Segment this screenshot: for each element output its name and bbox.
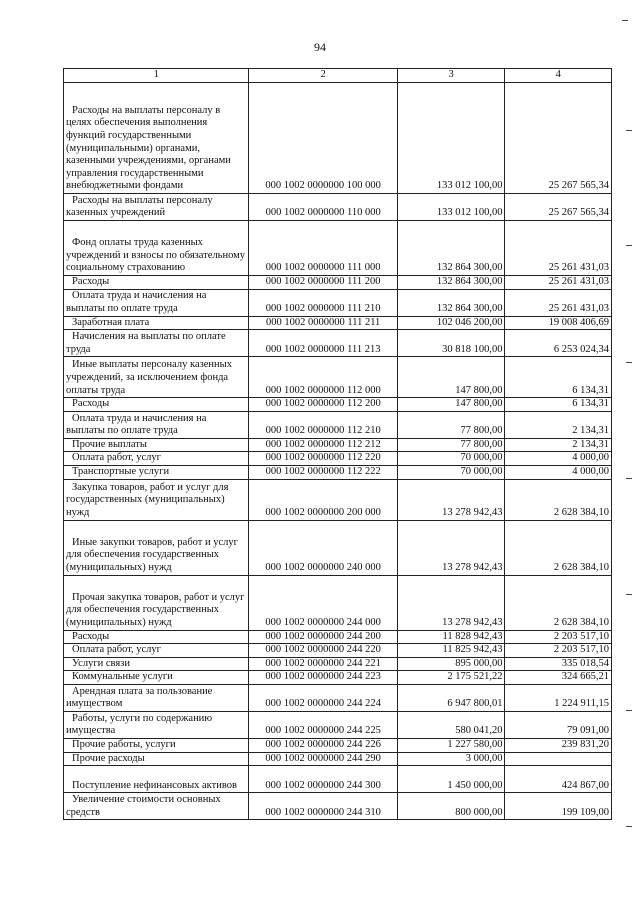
- table-row: [64, 411, 612, 438]
- table-row: [64, 738, 612, 752]
- row-name-cell: Арендная плата за пользование имуществом: [64, 684, 249, 711]
- row-code-cell: 000 1002 0000000 111 213: [249, 330, 398, 357]
- column-header: 3: [397, 69, 505, 83]
- row-code-cell: 000 1002 0000000 240 000: [249, 520, 398, 575]
- row-code-cell: 000 1002 0000000 244 223: [249, 671, 398, 685]
- margin-mark: [622, 20, 628, 21]
- page-number: 94: [314, 40, 326, 54]
- row-plan-cell: 13 278 942,43: [397, 575, 505, 630]
- row-exec-cell: 2 134,31: [505, 411, 612, 438]
- row-code-cell: 000 1002 0000000 244 225: [249, 711, 398, 738]
- row-exec-cell: 6 134,31: [505, 398, 612, 412]
- row-name-cell: Расходы на выплаты персоналу в целях обеспечения выполнения функций государственными (муниципальными) органами, казенными учреждениями, органами управления государственными внебюджетными фондами: [64, 83, 249, 194]
- table-row: [64, 330, 612, 357]
- table-body: [64, 83, 612, 820]
- row-exec-cell: [505, 752, 612, 766]
- row-exec-cell: 4 000,00: [505, 465, 612, 479]
- row-name-cell: Транспортные услуги: [64, 465, 249, 479]
- table-row: [64, 684, 612, 711]
- row-exec-cell: 324 665,21: [505, 671, 612, 685]
- margin-mark: [626, 710, 632, 711]
- row-plan-cell: 77 800,00: [397, 438, 505, 452]
- table-row: [64, 289, 612, 316]
- margin-mark: [626, 245, 632, 246]
- margin-mark: [626, 594, 632, 595]
- row-exec-cell: 25 261 431,03: [505, 221, 612, 276]
- row-name-cell: Оплата труда и начисления на выплаты по оплате труда: [64, 289, 249, 316]
- table-row: [64, 357, 612, 398]
- row-name-cell: Расходы: [64, 398, 249, 412]
- table-row: [64, 194, 612, 221]
- row-code-cell: 000 1002 0000000 111 210: [249, 289, 398, 316]
- row-plan-cell: 1 450 000,00: [397, 766, 505, 793]
- row-exec-cell: 6 253 024,34: [505, 330, 612, 357]
- row-name-cell: Работы, услуги по содержанию имущества: [64, 711, 249, 738]
- margin-mark: [626, 130, 632, 131]
- row-plan-cell: 895 000,00: [397, 657, 505, 671]
- table-row: [64, 793, 612, 820]
- row-name-cell: Прочие выплаты: [64, 438, 249, 452]
- row-exec-cell: 2 203 517,10: [505, 644, 612, 658]
- row-name-cell: Иные выплаты персоналу казенных учреждений, за исключением фонда оплаты труда: [64, 357, 249, 398]
- row-plan-cell: 13 278 942,43: [397, 479, 505, 520]
- row-code-cell: 000 1002 0000000 110 000: [249, 194, 398, 221]
- table-row: [64, 479, 612, 520]
- row-plan-cell: 800 000,00: [397, 793, 505, 820]
- table-row: [64, 752, 612, 766]
- table-row: [64, 644, 612, 658]
- row-exec-cell: 2 203 517,10: [505, 630, 612, 644]
- table-row: [64, 276, 612, 290]
- margin-mark: [626, 826, 632, 827]
- table-row: [64, 398, 612, 412]
- table-row: [64, 766, 612, 793]
- row-name-cell: Услуги связи: [64, 657, 249, 671]
- table-row: [64, 452, 612, 466]
- row-plan-cell: 133 012 100,00: [397, 83, 505, 194]
- row-code-cell: 000 1002 0000000 100 000: [249, 83, 398, 194]
- row-name-cell: Оплата работ, услуг: [64, 644, 249, 658]
- row-code-cell: 000 1002 0000000 112 222: [249, 465, 398, 479]
- margin-mark: [626, 362, 632, 363]
- table-row: [64, 520, 612, 575]
- row-exec-cell: 2 628 384,10: [505, 575, 612, 630]
- row-plan-cell: 30 818 100,00: [397, 330, 505, 357]
- row-exec-cell: 6 134,31: [505, 357, 612, 398]
- row-code-cell: 000 1002 0000000 244 300: [249, 766, 398, 793]
- row-code-cell: 000 1002 0000000 244 221: [249, 657, 398, 671]
- row-plan-cell: 147 800,00: [397, 398, 505, 412]
- row-name-cell: Оплата труда и начисления на выплаты по оплате труда: [64, 411, 249, 438]
- row-name-cell: Расходы: [64, 276, 249, 290]
- row-plan-cell: 133 012 100,00: [397, 194, 505, 221]
- margin-mark: [626, 478, 632, 479]
- table-header-row: [64, 69, 612, 83]
- row-plan-cell: 132 864 300,00: [397, 221, 505, 276]
- row-plan-cell: 2 175 521,22: [397, 671, 505, 685]
- row-code-cell: 000 1002 0000000 244 200: [249, 630, 398, 644]
- row-plan-cell: 11 828 942,43: [397, 630, 505, 644]
- row-code-cell: 000 1002 0000000 112 212: [249, 438, 398, 452]
- row-exec-cell: 25 261 431,03: [505, 289, 612, 316]
- row-plan-cell: 132 864 300,00: [397, 276, 505, 290]
- row-code-cell: 000 1002 0000000 244 310: [249, 793, 398, 820]
- table-row: [64, 438, 612, 452]
- row-exec-cell: 2 628 384,10: [505, 520, 612, 575]
- row-code-cell: 000 1002 0000000 112 220: [249, 452, 398, 466]
- row-plan-cell: 13 278 942,43: [397, 520, 505, 575]
- row-plan-cell: 3 000,00: [397, 752, 505, 766]
- row-plan-cell: 132 864 300,00: [397, 289, 505, 316]
- row-name-cell: Заработная плата: [64, 316, 249, 330]
- row-code-cell: 000 1002 0000000 111 211: [249, 316, 398, 330]
- table-row: [64, 711, 612, 738]
- table-row: [64, 575, 612, 630]
- row-exec-cell: 239 831,20: [505, 738, 612, 752]
- row-name-cell: Увеличение стоимости основных средств: [64, 793, 249, 820]
- row-name-cell: Прочие расходы: [64, 752, 249, 766]
- row-name-cell: Прочие работы, услуги: [64, 738, 249, 752]
- row-plan-cell: 70 000,00: [397, 452, 505, 466]
- row-code-cell: 000 1002 0000000 112 200: [249, 398, 398, 412]
- row-exec-cell: 25 261 431,03: [505, 276, 612, 290]
- row-code-cell: 000 1002 0000000 111 000: [249, 221, 398, 276]
- row-name-cell: Закупка товаров, работ и услуг для государственных (муниципальных) нужд: [64, 479, 249, 520]
- row-name-cell: Начисления на выплаты по оплате труда: [64, 330, 249, 357]
- row-code-cell: 000 1002 0000000 200 000: [249, 479, 398, 520]
- row-plan-cell: 6 947 800,01: [397, 684, 505, 711]
- budget-table: [63, 68, 612, 820]
- row-exec-cell: 25 267 565,34: [505, 194, 612, 221]
- row-exec-cell: 335 018,54: [505, 657, 612, 671]
- row-exec-cell: 1 224 911,15: [505, 684, 612, 711]
- row-exec-cell: 79 091,00: [505, 711, 612, 738]
- row-exec-cell: 2 134,31: [505, 438, 612, 452]
- row-exec-cell: 2 628 384,10: [505, 479, 612, 520]
- row-name-cell: Расходы: [64, 630, 249, 644]
- row-code-cell: 000 1002 0000000 244 000: [249, 575, 398, 630]
- column-header: 4: [505, 69, 612, 83]
- table-row: [64, 316, 612, 330]
- row-name-cell: Поступление нефинансовых активов: [64, 766, 249, 793]
- table-row: [64, 221, 612, 276]
- row-plan-cell: 70 000,00: [397, 465, 505, 479]
- row-code-cell: 000 1002 0000000 244 224: [249, 684, 398, 711]
- row-code-cell: 000 1002 0000000 244 226: [249, 738, 398, 752]
- row-code-cell: 000 1002 0000000 112 210: [249, 411, 398, 438]
- row-exec-cell: 19 008 406,69: [505, 316, 612, 330]
- row-plan-cell: 77 800,00: [397, 411, 505, 438]
- table-row: [64, 630, 612, 644]
- row-name-cell: Прочая закупка товаров, работ и услуг для обеспечения государственных (муниципальных) нужд: [64, 575, 249, 630]
- column-header: 2: [249, 69, 398, 83]
- row-exec-cell: 25 267 565,34: [505, 83, 612, 194]
- row-code-cell: 000 1002 0000000 112 000: [249, 357, 398, 398]
- row-plan-cell: 11 825 942,43: [397, 644, 505, 658]
- table-row: [64, 657, 612, 671]
- table-row: [64, 671, 612, 685]
- row-plan-cell: 102 046 200,00: [397, 316, 505, 330]
- table-row: [64, 465, 612, 479]
- row-code-cell: 000 1002 0000000 244 290: [249, 752, 398, 766]
- row-name-cell: Оплата работ, услуг: [64, 452, 249, 466]
- row-code-cell: 000 1002 0000000 111 200: [249, 276, 398, 290]
- row-plan-cell: 147 800,00: [397, 357, 505, 398]
- row-name-cell: Расходы на выплаты персоналу казенных учреждений: [64, 194, 249, 221]
- row-name-cell: Иные закупки товаров, работ и услуг для обеспечения государственных (муниципальных) нужд: [64, 520, 249, 575]
- row-code-cell: 000 1002 0000000 244 220: [249, 644, 398, 658]
- row-name-cell: Фонд оплаты труда казенных учреждений и взносы по обязательному социальному страхованию: [64, 221, 249, 276]
- row-name-cell: Коммунальные услуги: [64, 671, 249, 685]
- row-plan-cell: 1 227 580,00: [397, 738, 505, 752]
- row-plan-cell: 580 041,20: [397, 711, 505, 738]
- row-exec-cell: 199 109,00: [505, 793, 612, 820]
- row-exec-cell: 424 867,00: [505, 766, 612, 793]
- column-header: 1: [64, 69, 249, 83]
- table-row: [64, 83, 612, 194]
- row-exec-cell: 4 000,00: [505, 452, 612, 466]
